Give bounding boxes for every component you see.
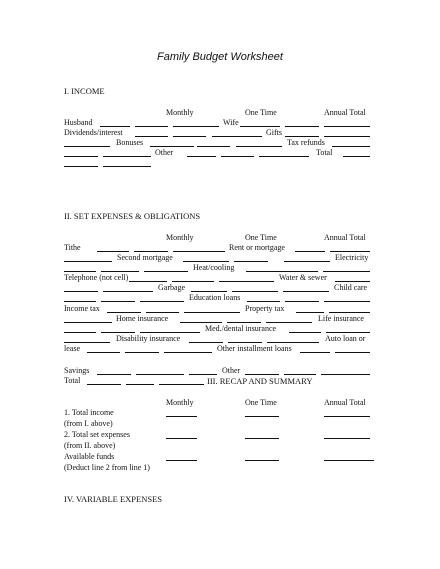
wife-field[interactable] [240, 126, 280, 127]
tithe-label: Tithe [64, 243, 81, 252]
husband-onetime-field[interactable] [173, 126, 219, 127]
income-total-field[interactable] [343, 156, 370, 157]
variable-expenses-heading: IV. VARIABLE EXPENSES [64, 494, 163, 504]
income-total-label: Total [316, 148, 333, 157]
bonuses-onetime-field[interactable] [197, 146, 230, 147]
income-extra-field-1[interactable] [64, 166, 98, 167]
expenses-col-onetime: One Time [245, 233, 277, 242]
heat-onetime-field[interactable] [246, 271, 318, 272]
heat-annual-field[interactable] [323, 271, 370, 272]
worksheet-title: Family Budget Worksheet [157, 51, 283, 63]
expenses-other-field-3[interactable] [321, 374, 370, 375]
tithe-monthly-field[interactable] [134, 251, 168, 252]
electricity-label: Electricity [335, 253, 369, 262]
total-expenses-monthly-field[interactable] [166, 438, 197, 439]
recap-available-funds-note: (Deduct line 2 from line 1) [64, 463, 150, 472]
other-installment-field-1[interactable] [300, 352, 330, 353]
second-mortgage-onetime-field[interactable] [234, 261, 268, 262]
recap-col-onetime: One Time [245, 398, 277, 407]
education-label: Education loans [189, 293, 241, 302]
other-installment-label: Other installment loans [217, 344, 292, 353]
income-other-monthly-field[interactable] [187, 156, 216, 157]
expenses-total-annual-field[interactable] [159, 384, 204, 385]
income-col-monthly: Monthly [166, 108, 194, 117]
total-expenses-annual-field[interactable] [324, 438, 370, 439]
husband-field[interactable] [100, 126, 130, 127]
wife-monthly-field[interactable] [285, 126, 319, 127]
expenses-other-label: Other [222, 366, 241, 375]
disability-annual-field[interactable] [267, 342, 319, 343]
garbage-monthly-field[interactable] [191, 291, 227, 292]
education-onetime-field[interactable] [247, 301, 280, 302]
heat-field-1[interactable] [64, 271, 96, 272]
recap-total-income-label: 1. Total income [64, 408, 114, 417]
home-insurance-label: Home insurance [116, 314, 169, 323]
total-income-monthly-field[interactable] [166, 416, 197, 417]
disability-onetime-field[interactable] [228, 342, 262, 343]
expenses-other-field-2[interactable] [284, 374, 316, 375]
bonuses-monthly-field[interactable] [150, 146, 194, 147]
auto-loan-label: Auto loan or [325, 334, 366, 343]
second-mortgage-field[interactable] [64, 261, 112, 262]
recap-total-expenses-note: (from II. above) [64, 441, 116, 450]
savings-annual-field[interactable] [189, 374, 217, 375]
second-mortgage-annual-field[interactable] [284, 261, 330, 262]
child-care-label: Child care [334, 283, 368, 292]
garbage-field-2[interactable] [103, 291, 153, 292]
garbage-label: Garbage [158, 283, 186, 292]
recap-total-income-note: (from I. above) [64, 419, 113, 428]
savings-onetime-field[interactable] [136, 374, 184, 375]
income-tax-label: Income tax [64, 304, 100, 313]
lease-label: lease [64, 344, 80, 353]
expenses-total-label: Total [64, 376, 81, 385]
income-extra-field-2[interactable] [103, 166, 151, 167]
lease-monthly-field[interactable] [87, 352, 120, 353]
other-installment-field-2[interactable] [335, 352, 370, 353]
gifts-annual-field[interactable] [324, 136, 370, 137]
education-annual-field[interactable] [285, 301, 319, 302]
water-field[interactable] [335, 281, 370, 282]
expenses-other-field-1[interactable] [245, 374, 279, 375]
dividends-onetime-field[interactable] [173, 136, 206, 137]
available-funds-annual-field[interactable] [324, 460, 374, 461]
property-tax-field-2[interactable] [329, 312, 370, 313]
med-field-1[interactable] [64, 332, 96, 333]
disability-monthly-field[interactable] [189, 342, 223, 343]
med-monthly-field[interactable] [140, 332, 200, 333]
income-col-onetime: One Time [245, 108, 277, 117]
total-income-annual-field[interactable] [324, 416, 370, 417]
property-tax-field-1[interactable] [296, 312, 324, 313]
savings-label: Savings [64, 366, 90, 375]
set-expenses-heading: II. SET EXPENSES & OBLIGATIONS [64, 211, 201, 221]
gifts-monthly-field[interactable] [285, 136, 319, 137]
expenses-col-monthly: Monthly [166, 233, 194, 242]
recap-col-annual: Annual Total [324, 398, 366, 407]
telephone-onetime-field[interactable] [172, 281, 214, 282]
total-income-onetime-field[interactable] [245, 416, 279, 417]
dividends-monthly-field[interactable] [135, 136, 168, 137]
dividends-annual-field[interactable] [212, 136, 262, 137]
income-other-field-1[interactable] [64, 156, 98, 157]
available-funds-monthly-field[interactable] [166, 460, 197, 461]
garbage-annual-field[interactable] [283, 291, 329, 292]
telephone-annual-field[interactable] [219, 281, 274, 282]
recap-total-expenses-label: 2. Total set expenses [64, 430, 130, 439]
rent-label: Rent or mortgage [229, 243, 285, 252]
recap-available-funds-label: Available funds [64, 452, 115, 461]
med-field-2[interactable] [101, 332, 135, 333]
telephone-label: Telephone (not cell) [64, 273, 129, 282]
life-insurance-label: Life insurance [318, 314, 364, 323]
med-onetime-field[interactable] [289, 332, 321, 333]
education-monthly-field[interactable] [140, 301, 184, 302]
education-field-2[interactable] [101, 301, 135, 302]
property-tax-label: Property tax [245, 304, 285, 313]
second-mortgage-monthly-field[interactable] [183, 261, 229, 262]
husband-monthly-field[interactable] [135, 126, 168, 127]
med-insurance-label: Med./dental insurance [205, 324, 277, 333]
income-other-label: Other [155, 148, 174, 157]
income-other-onetime-field[interactable] [221, 156, 254, 157]
tax-refunds-field[interactable] [332, 146, 370, 147]
available-funds-onetime-field[interactable] [245, 460, 279, 461]
dividends-label: Dividends/interest [64, 128, 123, 137]
rent-monthly-field[interactable] [295, 251, 325, 252]
med-annual-field[interactable] [326, 332, 370, 333]
savings-monthly-field[interactable] [97, 374, 131, 375]
telephone-monthly-field[interactable] [129, 281, 167, 282]
tax-refunds-label: Tax refunds [287, 138, 325, 147]
home-insurance-annual-field[interactable] [266, 322, 312, 323]
education-extra-field[interactable] [324, 301, 370, 302]
expenses-total-monthly-field[interactable] [87, 384, 121, 385]
bonuses-label: Bonuses [116, 138, 144, 147]
second-mortgage-label: Second mortgage [117, 253, 173, 262]
husband-label: Husband [64, 118, 93, 127]
wife-label: Wife [223, 118, 239, 127]
income-other-field-2[interactable] [103, 156, 151, 157]
bonuses-annual-field[interactable] [236, 146, 282, 147]
tithe-onetime-field[interactable] [173, 251, 225, 252]
lease-onetime-field[interactable] [125, 352, 159, 353]
home-insurance-field[interactable] [64, 322, 112, 323]
total-expenses-onetime-field[interactable] [245, 438, 279, 439]
wife-annual-field[interactable] [324, 126, 370, 127]
bonuses-field[interactable] [64, 146, 110, 147]
income-tax-onetime-field[interactable] [146, 312, 179, 313]
education-field-1[interactable] [64, 301, 96, 302]
disability-label: Disability insurance [116, 334, 181, 343]
income-other-annual-field[interactable] [259, 156, 309, 157]
gifts-label: Gifts [266, 128, 282, 137]
recap-col-monthly: Monthly [166, 398, 194, 407]
recap-heading: III. RECAP AND SUMMARY [207, 376, 313, 386]
garbage-onetime-field[interactable] [232, 291, 278, 292]
heat-label: Heat/cooling [193, 263, 235, 272]
income-tax-monthly-field[interactable] [107, 312, 141, 313]
tithe-field[interactable] [97, 251, 129, 252]
rent-annual-field[interactable] [330, 251, 370, 252]
expenses-total-onetime-field[interactable] [126, 384, 154, 385]
expenses-col-annual: Annual Total [324, 233, 366, 242]
water-label: Water & sewer [279, 273, 327, 282]
home-insurance-monthly-field[interactable] [180, 322, 222, 323]
heat-monthly-field[interactable] [144, 271, 188, 272]
home-insurance-onetime-field[interactable] [227, 322, 261, 323]
income-tax-annual-field[interactable] [184, 312, 240, 313]
income-heading: I. INCOME [64, 86, 105, 96]
disability-field[interactable] [64, 342, 110, 343]
garbage-field-1[interactable] [64, 291, 98, 292]
income-col-annual: Annual Total [324, 108, 366, 117]
lease-annual-field[interactable] [164, 352, 212, 353]
heat-field-2[interactable] [101, 271, 139, 272]
